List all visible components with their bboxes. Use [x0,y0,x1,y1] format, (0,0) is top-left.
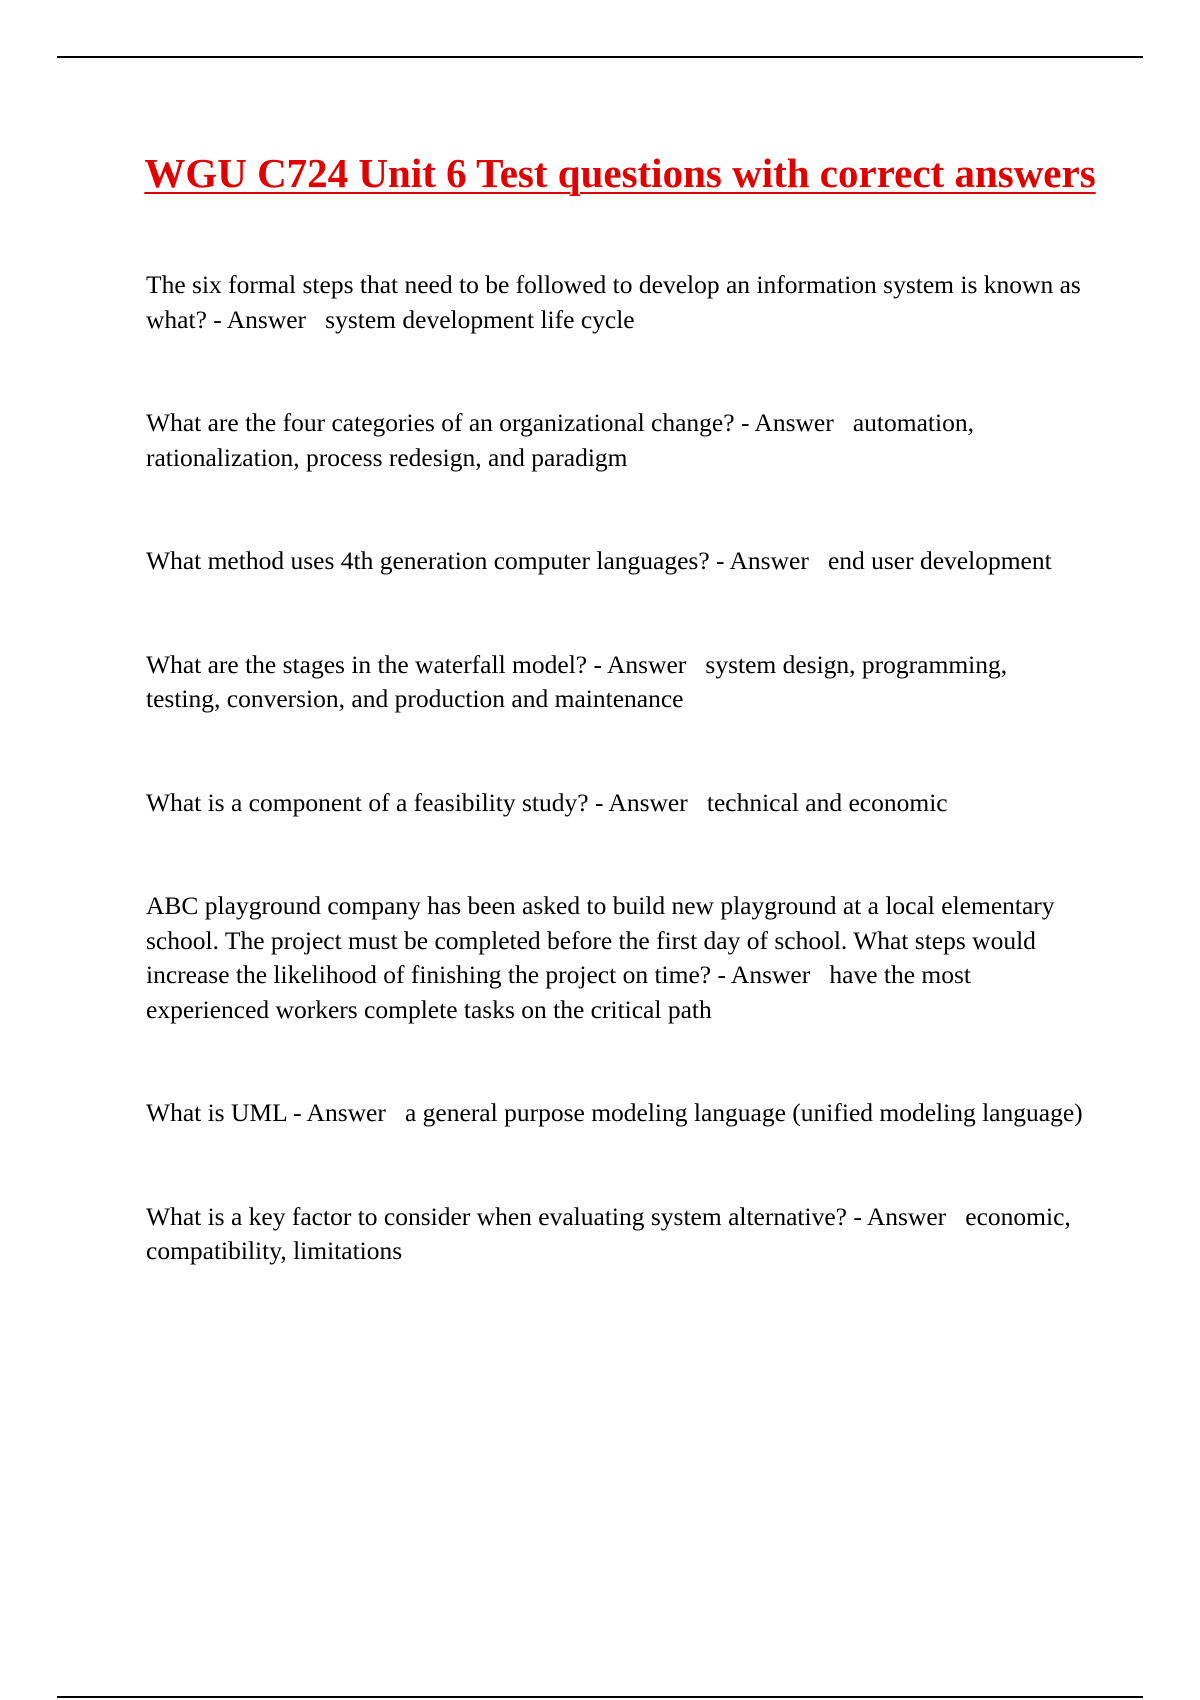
question-text: What are the stages in the waterfall model? [146,649,588,679]
answer-text: system development life cycle [325,304,635,334]
answer-separator: - Answer [709,546,828,575]
answer-separator: - Answer [711,960,830,989]
question-text: The six formal steps that need to be followed to develop an information system is known as what? [146,270,1088,334]
qa-item [146,268,1086,337]
answer-text: have the most experienced workers complete tasks on the critical path [146,960,978,1024]
question-text: What is UML [146,1098,287,1127]
answer-text: technical and economic [706,787,948,817]
answer-separator: - Answer [286,1098,405,1127]
qa-list [146,268,1086,1338]
answer-text: a general purpose modeling language (unified modeling language) [404,1098,1083,1127]
qa-item [146,544,1086,579]
question-text: ABC playground company has been asked to build new playground at a local elementary school. The project must be completed before the first day of school. What steps would increase the likelihood of finishing the project on time? [146,891,1061,989]
qa-item [146,889,1086,1027]
qa-item [146,786,1086,821]
answer-separator: - Answer [588,787,707,817]
top-rule [57,56,1143,58]
answer-separator: - Answer [587,649,706,679]
qa-item [146,1096,1086,1131]
question-text: What is a key factor to consider when evaluating system alternative? [146,1201,847,1231]
question-text: What is a component of a feasibility study? [146,787,589,817]
qa-item [146,406,1086,475]
answer-separator: - Answer [847,1201,966,1231]
answer-text: end user development [827,546,1052,575]
answer-separator: - Answer [206,304,326,334]
qa-item [146,1200,1086,1269]
answer-text: economic, compatibility, limitations [146,1201,1078,1265]
question-text: What are the four categories of an organizational change? [146,408,735,437]
answer-text: automation, rationalization, process redesign, and paradigm [146,408,981,472]
answer-text: system design, programming, testing, conversion, and production and maintenance [146,649,1014,713]
answer-separator: - Answer [734,408,853,437]
document-title: WGU C724 Unit 6 Test questions with correct answers [144,150,1096,196]
qa-item [146,648,1086,717]
bottom-rule [57,1696,1143,1698]
question-text: What method uses 4th generation computer languages? [146,546,710,575]
